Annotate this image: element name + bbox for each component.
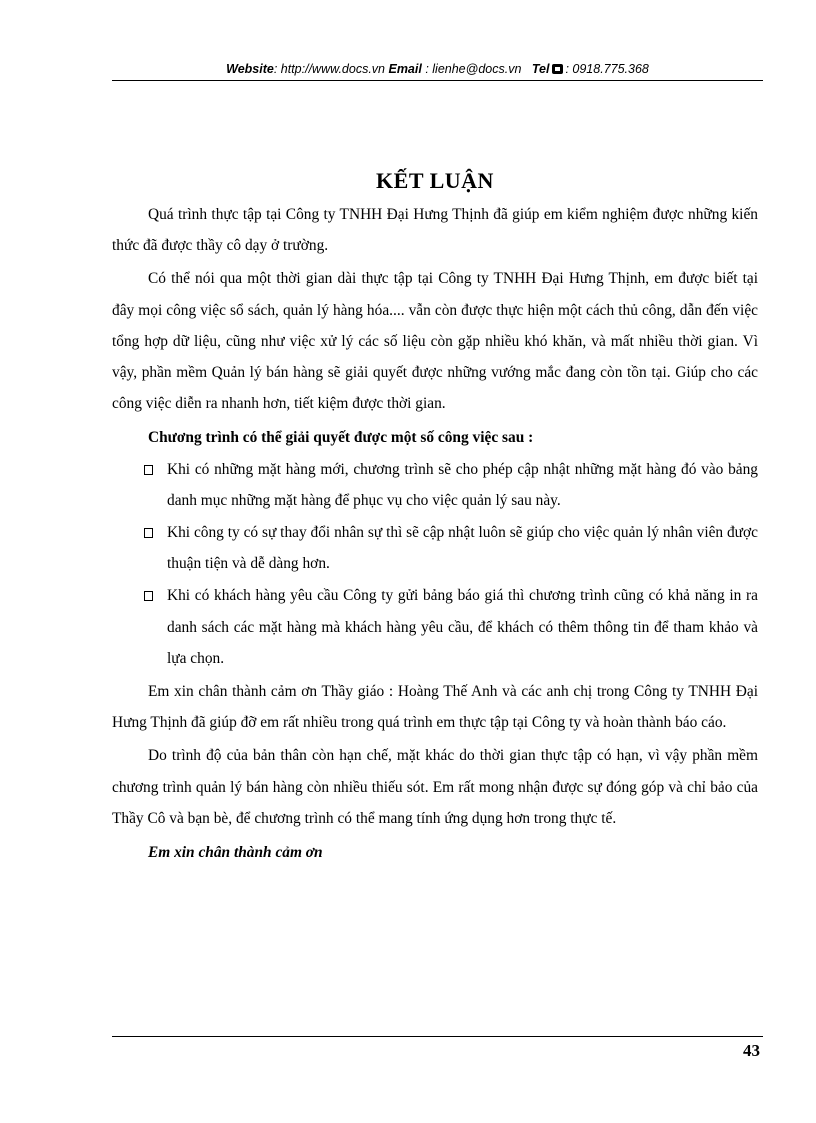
page-header [112, 60, 763, 78]
email-label: Email [388, 62, 422, 76]
feature-item [112, 580, 758, 674]
header-divider [112, 80, 763, 81]
page-number: 43 [743, 1041, 760, 1060]
checkbox-bullet-icon [144, 528, 153, 538]
footer-divider [112, 1036, 763, 1037]
features-subheading: Chương trình có thể giải quyết được một số công việc sau : [148, 429, 534, 447]
feature-item [112, 454, 758, 516]
page-title: KẾT LUẬN [376, 168, 494, 193]
feature-text: Khi công ty có sự thay đổi nhân sự thì sẽ cập nhật luôn sẽ giúp cho việc quản lý nhân viên được thuận tiện và dễ dàng hơn. [167, 524, 758, 573]
tel-label: Tel [531, 62, 550, 76]
paragraph-thanks: Em xin chân thành cảm ơn Thầy giáo : Hoàng Thế Anh và các anh chị trong Công ty TNHH Đại Hưng Thịnh đã giúp đỡ em rất nhiều trong quá trình em thực tập tại Công ty và hoàn thành báo cáo. [112, 683, 758, 732]
email-separator: : [421, 62, 433, 76]
checkbox-bullet-icon [144, 465, 153, 475]
feature-text: Khi có những mặt hàng mới, chương trình sẽ cho phép cập nhật những mặt hàng đó vào bảng danh mục những mặt hàng để phục vụ cho việc quản lý sau này. [167, 460, 758, 509]
paragraph-context: Có thể nói qua một thời gian dài thực tập tại Công ty TNHH Đại Hưng Thịnh, em được biết tại đây mọi công việc sổ sách, quản lý hàng hóa.... vẫn còn được thực hiện một cách thủ công, dẫn đến việc tổng hợp dữ liệu, cũng như việc xử lý các số liệu còn gặp nhiều khó khăn, và mất nhiều thời gian. Vì vậy, phần mềm Quản lý bán hàng sẽ giải quyết được những vướng mắc đang còn tồn tại. Giúp cho các công việc diễn ra nhanh hơn, tiết kiệm được thời gian. [112, 270, 758, 413]
tel-number: 0918.775.368 [572, 62, 649, 76]
paragraph-limitations: Do trình độ của bản thân còn hạn chế, mặt khác do thời gian thực tập có hạn, vì vậy phần mềm chương trình quản lý bán hàng còn nhiều thiếu sót. Em rất mong nhận được sự đóng góp và chỉ bảo của Thầy Cô và bạn bè, để chương trình có thể mang tính ứng dụng hơn trong thực tế. [112, 747, 758, 827]
website-url: http://www.docs.vn [280, 62, 385, 76]
paragraph-intro: Quá trình thực tập tại Công ty TNHH Đại Hưng Thịnh đã giúp em kiểm nghiệm được những kiến thức đã được thầy cô dạy ở trường. [112, 206, 758, 255]
feature-text: Khi có khách hàng yêu cầu Công ty gửi bảng báo giá thì chương trình cũng có khả năng in ra danh sách các mặt hàng mà khách hàng yêu cầu, để khách có thêm thông tin để tham khảo và lựa chọn. [167, 587, 758, 667]
closing-line: Em xin chân thành cảm ơn [148, 844, 323, 862]
email-address: lienhe@docs.vn [432, 62, 522, 76]
document-body [112, 165, 758, 868]
feature-item [112, 517, 758, 579]
phone-icon [552, 64, 563, 74]
tel-separator: : [565, 62, 573, 76]
checkbox-bullet-icon [144, 591, 153, 601]
website-separator: : [273, 62, 281, 76]
website-label: Website [226, 62, 274, 76]
